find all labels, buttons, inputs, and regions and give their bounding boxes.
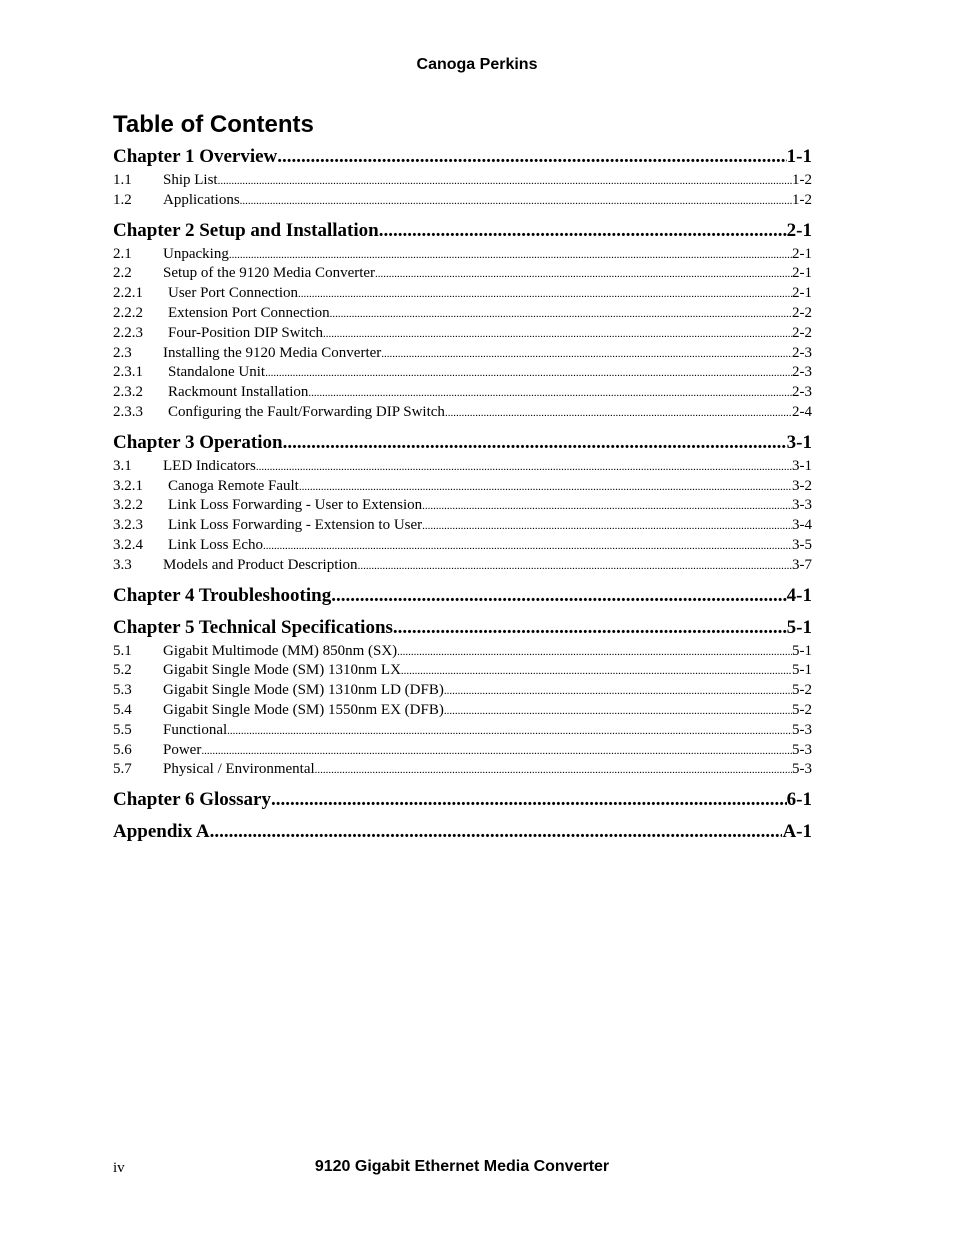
toc-chapter-entry[interactable] [113,584,812,608]
toc-entry-title: Appendix A [113,821,210,843]
toc-section-entry[interactable] [113,171,812,191]
toc-entry-title: Canoga Remote Fault [168,477,299,494]
dot-leader [283,431,787,455]
toc-section-entry[interactable] [113,191,812,211]
toc-entry-number: 2.3 [113,344,132,361]
toc-entry-title: Ship List [163,172,218,188]
toc-entry-page: 1-2 [792,191,812,208]
dot-leader [277,145,786,169]
dot-leader [445,403,792,423]
toc-entry-page: 3-3 [792,497,812,514]
toc-entry-page: 5-2 [792,701,812,718]
toc-entry-number: 5.3 [113,682,132,699]
toc-entry-title: Models and Product Description [163,556,358,573]
dot-leader [201,741,792,761]
toc-section-entry[interactable] [113,642,812,662]
toc-section-entry[interactable] [113,701,812,721]
toc-entry-title: Applications [163,191,240,208]
toc-entry-page: 2-1 [792,265,812,282]
toc-entry-page: A-1 [782,821,812,843]
toc-entry-page: 2-3 [792,344,812,361]
toc-entry-page: 3-4 [792,517,812,534]
toc-entry-title: Link Loss Echo [168,536,263,553]
toc-entry-title: Gigabit Single Mode (SM) 1550nm EX (DFB) [163,701,444,718]
toc-entry-number: 2.2.2 [113,304,143,321]
toc-entry-title: Chapter 4 Troubleshooting [113,584,332,606]
toc-entry-page: 2-1 [786,219,812,241]
toc-entry-page: 3-7 [792,556,812,573]
dot-leader [315,760,792,780]
toc-entry-title: Extension Port Connection [168,304,330,321]
toc-section-entry[interactable] [113,457,812,477]
toc-entry-title: Standalone Unit [168,364,266,381]
toc-section-entry[interactable] [113,403,812,423]
toc-entry-number: 5.1 [113,642,132,659]
running-header: Canoga Perkins [416,56,538,73]
toc-section-entry[interactable] [113,363,812,383]
toc-section-entry[interactable] [113,245,812,265]
dot-leader [444,701,792,721]
dot-leader [240,191,792,211]
dot-leader [298,284,792,304]
toc-entry-title: Configuring the Fault/Forwarding DIP Switch [168,403,445,420]
toc-entry-title: Gigabit Single Mode (SM) 1310nm LD (DFB) [163,682,444,699]
toc-section-entry[interactable] [113,264,812,284]
toc-chapter-entry[interactable] [113,820,812,844]
toc-entry-page: 1-1 [786,146,812,167]
toc-entry-page: 5-1 [786,616,812,638]
toc-section-entry[interactable] [113,496,812,516]
dot-leader [218,171,792,191]
toc-section-entry[interactable] [113,284,812,304]
toc-entry-number: 3.2.2 [113,497,143,514]
toc-entry-title: Gigabit Multimode (MM) 850nm (SX) [163,642,398,659]
dot-leader [263,536,792,556]
toc-entry-title: Chapter 5 Technical Specifications [113,616,393,638]
toc-section-entry[interactable] [113,760,812,780]
toc-entry-title: Gigabit Single Mode (SM) 1310nm LX [163,662,401,679]
toc-section-entry[interactable] [113,721,812,741]
toc-entry-page: 2-4 [792,403,812,420]
toc-section-entry[interactable] [113,556,812,576]
toc-entry-page: 5-1 [792,642,812,659]
toc-chapter-entry[interactable] [113,788,812,812]
toc-entry-number: 3.1 [113,457,132,474]
toc-entry-page: 2-2 [792,304,812,321]
toc-entry-page: 2-3 [792,384,812,401]
toc-entry-page: 5-3 [792,741,812,758]
toc-entry-page: 3-5 [792,536,812,553]
toc-entry-title: Chapter 2 Setup and Installation [113,219,379,241]
toc-chapter-entry[interactable] [113,616,812,640]
toc-entry-number: 5.6 [113,741,132,758]
toc-entry-page: 4-1 [786,584,812,606]
toc-entry-title: Link Loss Forwarding - User to Extension [168,497,423,514]
toc-entry-page: 1-2 [792,172,812,188]
toc-entry-page: 3-2 [792,477,812,494]
toc-entry-page: 3-1 [792,457,812,474]
toc-entry-title: User Port Connection [168,285,298,302]
dot-leader [381,344,792,364]
toc-entry-page: 5-2 [792,682,812,699]
toc-section-entry[interactable] [113,304,812,324]
toc-entry-title: Chapter 3 Operation [113,431,283,453]
toc-entry-page: 3-1 [786,431,812,453]
toc-entry-number: 2.2.1 [113,285,143,302]
dot-leader [227,721,792,741]
toc-entry-title: LED Indicators [163,457,256,474]
toc-entry-number: 2.2.3 [113,324,143,341]
toc-section-entry[interactable] [113,344,812,364]
toc-entry-number: 3.2.1 [113,477,143,494]
toc-entry-number: 2.3.3 [113,403,143,420]
toc-section-entry[interactable] [113,324,812,344]
dot-leader [308,383,792,403]
toc-section-entry[interactable] [113,477,812,497]
toc-entry-page: 2-1 [792,245,812,262]
table-of-contents [113,145,812,846]
dot-leader [229,245,792,265]
dot-leader [330,304,792,324]
dot-leader [256,457,792,477]
dot-leader [375,264,792,284]
dot-leader [379,219,787,243]
toc-entry-number: 3.3 [113,556,132,573]
dot-leader [358,556,792,576]
toc-entry-title: Installing the 9120 Media Converter [163,344,382,361]
toc-entry-title: Setup of the 9120 Media Converter [163,265,376,282]
running-footer [0,1158,954,1178]
toc-entry-number: 3.2.3 [113,517,143,534]
toc-entry-title: Rackmount Installation [168,384,309,401]
toc-entry-page: 5-3 [792,761,812,778]
toc-section-entry[interactable] [113,516,812,536]
toc-entry-page: 5-3 [792,721,812,738]
dot-leader [393,616,787,640]
toc-entry-page: 2-2 [792,324,812,341]
toc-entry-number: 2.1 [113,245,132,262]
toc-chapter-entry[interactable] [113,145,812,169]
toc-title: Table of Contents [113,111,314,138]
dot-leader [210,820,783,844]
toc-section-entry[interactable] [113,661,812,681]
footer-page-number: iv [113,1160,125,1176]
toc-section-entry[interactable] [113,741,812,761]
dot-leader [271,788,787,812]
dot-leader [265,363,792,383]
dot-leader [444,681,792,701]
toc-entry-number: 2.3.2 [113,384,143,401]
toc-entry-title: Link Loss Forwarding - Extension to User [168,517,423,534]
toc-entry-title: Functional [163,721,228,738]
toc-entry-number: 2.2 [113,265,132,282]
toc-section-entry[interactable] [113,383,812,403]
dot-leader [422,496,792,516]
toc-entry-number: 5.7 [113,761,132,778]
dot-leader [422,516,792,536]
toc-entry-title: Physical / Environmental [163,761,315,778]
toc-entry-number: 5.4 [113,701,132,718]
toc-section-entry[interactable] [113,536,812,556]
toc-entry-number: 2.3.1 [113,364,143,381]
toc-entry-page: 2-3 [792,364,812,381]
toc-entry-title: Chapter 6 Glossary [113,789,271,811]
toc-entry-number: 5.5 [113,721,132,738]
toc-entry-title: Chapter 1 Overview [113,146,278,167]
dot-leader [397,642,792,662]
toc-entry-number: 1.2 [113,191,132,208]
toc-entry-page: 6-1 [786,789,812,811]
dot-leader [401,661,792,681]
dot-leader [323,324,792,344]
dot-leader [331,584,786,608]
toc-entry-number: 5.2 [113,662,132,679]
toc-entry-title: Power [163,741,202,758]
toc-entry-number: 1.1 [113,172,132,188]
toc-entry-number: 3.2.4 [113,536,143,553]
toc-entry-page: 2-1 [792,285,812,302]
toc-entry-title: Four-Position DIP Switch [168,324,323,341]
toc-entry-title: Unpacking [163,245,229,262]
toc-section-entry[interactable] [113,681,812,701]
footer-product-name: 9120 Gigabit Ethernet Media Converter [314,1158,610,1175]
toc-chapter-entry[interactable] [113,431,812,455]
dot-leader [299,477,792,497]
toc-entry-page: 5-1 [792,662,812,679]
toc-chapter-entry[interactable] [113,219,812,243]
